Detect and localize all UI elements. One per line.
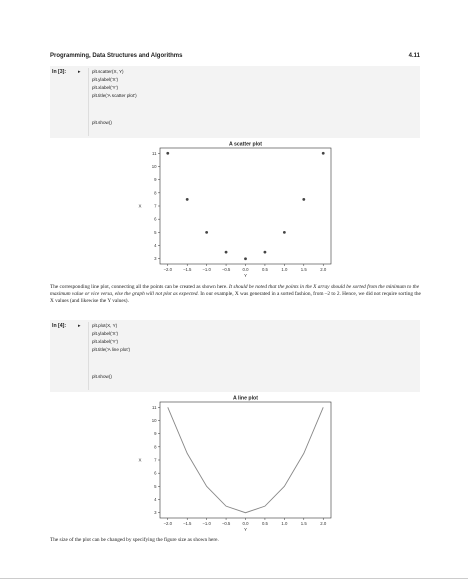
x-tick-label: −0.5	[221, 521, 231, 526]
chart-title: A line plot	[233, 395, 258, 402]
code-line: plt.scatter(X, Y)	[92, 69, 124, 74]
x-tick-label: 0.5	[261, 521, 268, 526]
code-line: plt.xlabel('Y')	[92, 339, 119, 344]
y-tick-label: 5	[154, 229, 157, 235]
y-tick-label: 9	[154, 177, 157, 183]
x-tick-label: −1.0	[202, 267, 211, 272]
y-tick-label: 6	[154, 470, 157, 476]
y-tick-label: 10	[151, 163, 157, 169]
y-tick-label: 3	[154, 510, 157, 516]
code-line: plt.plot(X, Y)	[92, 323, 118, 328]
para-1-text-a: The corresponding line plot, connecting all the points can be created as shown here.	[50, 284, 229, 290]
code-line: plt.show()	[92, 374, 112, 379]
y-tick-label: 6	[154, 216, 157, 222]
scatter-point	[205, 231, 208, 234]
scatter-point	[166, 152, 169, 155]
scatter-point	[244, 257, 247, 260]
run-arrow-icon: ▸	[78, 69, 81, 75]
y-tick-label: 7	[154, 203, 157, 209]
y-tick-label: 11	[152, 150, 157, 156]
scatter-point	[264, 251, 267, 254]
y-tick-label: 4	[154, 497, 157, 503]
y-tick-label: 5	[154, 483, 157, 489]
y-axis-label: X	[138, 203, 142, 209]
y-tick-label: 9	[154, 431, 157, 437]
code-line: plt.ylabel('X')	[92, 77, 119, 82]
y-tick-label: 11	[152, 404, 157, 410]
code-line: plt.ylabel('X')	[92, 331, 119, 336]
x-tick-label: −1.0	[202, 521, 211, 526]
x-tick-label: −2.0	[163, 267, 173, 272]
x-tick-label: 0.0	[242, 521, 249, 526]
header-title: Programming, Data Structures and Algorithms	[50, 53, 183, 59]
plot-frame	[160, 148, 331, 264]
y-tick-label: 8	[154, 190, 157, 196]
para-2-text: The size of the plot can be changed by specifying the figure size as shown here.	[50, 537, 219, 543]
y-axis-label: X	[138, 457, 142, 463]
x-tick-label: 1.0	[281, 521, 288, 526]
y-tick-label: 10	[151, 417, 157, 423]
code-cell-1	[50, 66, 420, 138]
body-paragraph-2	[50, 537, 422, 544]
x-tick-label: −2.0	[163, 521, 173, 526]
plot-frame	[160, 402, 331, 518]
x-tick-label: 0.5	[261, 267, 268, 272]
scatter-point	[322, 152, 325, 155]
y-tick-label: 3	[154, 256, 157, 262]
scatter-point	[186, 198, 189, 201]
x-axis-label: Y	[243, 273, 248, 278]
y-tick-label: 4	[154, 243, 157, 249]
y-tick-label: 7	[154, 457, 157, 463]
x-axis-label: Y	[243, 527, 248, 532]
scatter-chart	[134, 138, 339, 280]
line-chart	[134, 392, 339, 534]
x-tick-label: 1.0	[281, 267, 288, 272]
y-tick-label: 8	[154, 444, 157, 450]
code-line: plt.title('A line plot')	[92, 347, 131, 352]
code-line: plt.title('A scatter plot')	[92, 93, 137, 98]
body-paragraph-1	[50, 284, 422, 306]
x-tick-label: −1.5	[182, 267, 192, 272]
series-line	[168, 407, 323, 512]
run-arrow-icon: ▸	[78, 323, 81, 329]
cell-1-prompt: In [3]:	[52, 69, 67, 75]
scatter-point	[225, 251, 228, 254]
x-tick-label: 0.0	[242, 267, 249, 272]
x-tick-label: 1.5	[300, 521, 307, 526]
code-line: plt.xlabel('Y')	[92, 85, 119, 90]
para-1-text-b: In our example, X was generated in a sorted fashion, from –2 to 2. Hence, we did not require sorting the X values (and likewise the Y values).	[50, 291, 421, 305]
scatter-point	[283, 231, 286, 234]
chart-title: A scatter plot	[229, 141, 262, 148]
code-line: plt.show()	[92, 120, 112, 125]
x-tick-label: 1.5	[300, 267, 307, 272]
page-number: 4.11	[408, 53, 420, 59]
x-tick-label: −0.5	[221, 267, 231, 272]
para-1-italic: It should be noted that the points in the X array should be sorted from the minimum to the maximum value or vice versa, else the graph will not plot as expected.	[50, 284, 420, 298]
scatter-point	[302, 198, 305, 201]
cell-2-prompt: In [4]:	[52, 323, 67, 329]
running-header	[50, 53, 420, 59]
x-tick-label: 2.0	[320, 521, 327, 526]
code-cell-2	[50, 320, 420, 392]
footer-rule	[0, 578, 468, 579]
x-tick-label: −1.5	[182, 521, 192, 526]
x-tick-label: 2.0	[320, 267, 327, 272]
